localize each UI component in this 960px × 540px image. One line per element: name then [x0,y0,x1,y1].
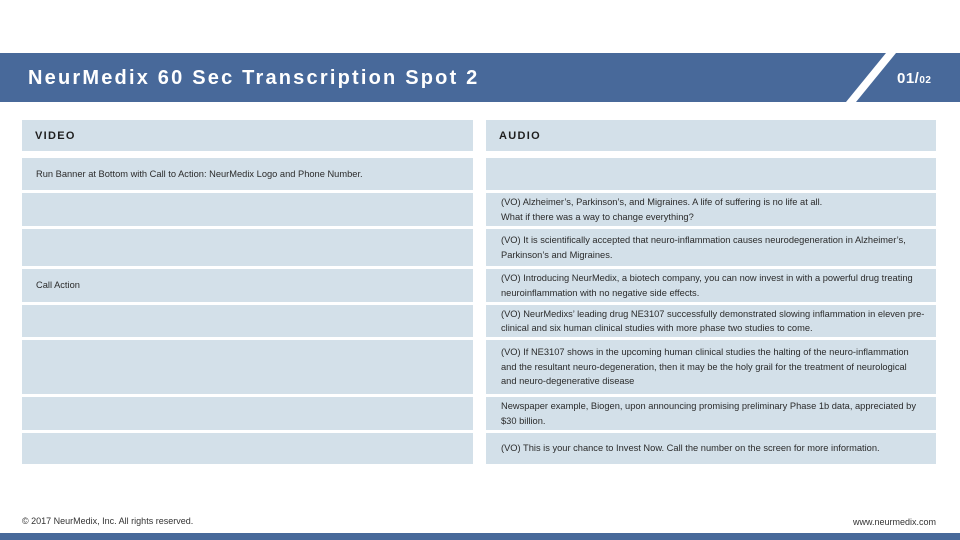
video-cell: Call Action [22,269,473,302]
title-banner [0,53,960,102]
video-cell: Run Banner at Bottom with Call to Action: NeurMedix Logo and Phone Number. [22,158,473,190]
audio-column-header: AUDIO [486,120,936,151]
video-cell [22,340,473,394]
video-cell [22,433,473,464]
audio-cell: Newspaper example, Biogen, upon announcing promising preliminary Phase 1b data, appreciated by $30 billion. [486,397,936,430]
audio-cell: (VO) NeurMedixs’ leading drug NE3107 successfully demonstrated slowing inflammation in eleven pre-clinical and six human clinical studies with more phase two studies to come. [486,305,936,337]
page-number [897,70,931,88]
banner-slash-decoration [846,53,896,102]
audio-cell: (VO) Alzheimer’s, Parkinson’s, and Migraines. A life of suffering is no life at all. What if there was a way to change everything? [486,193,936,226]
video-cell [22,229,473,266]
page-current: 01/ [897,70,920,87]
video-column-header: VIDEO [22,120,473,151]
copyright-text: © 2017 NeurMedix, Inc. All rights reserved. [22,516,194,526]
audio-cell: (VO) It is scientifically accepted that neuro-inflammation causes neurodegeneration in Alzheimer’s, Parkinson’s and Migraines. [486,229,936,266]
audio-cell [486,158,936,190]
page-total: 02 [919,75,932,86]
audio-cell: (VO) If NE3107 shows in the upcoming human clinical studies the halting of the neuro-inflammation and the resultant neuro-degeneration, then it may be the holy grail for the treatment of neurological and neuro-degenerative disease [486,340,936,394]
audio-cell: (VO) Introducing NeurMedix, a biotech company, you can now invest in with a powerful drug treating neuroinflammation with no negative side effects. [486,269,936,302]
bottom-bar [0,533,960,540]
slide-title: NeurMedix 60 Sec Transcription Spot 2 [28,67,480,89]
website-link[interactable]: www.neurmedix.com [852,517,936,527]
video-cell [22,305,473,337]
audio-cell: (VO) This is your chance to Invest Now. Call the number on the screen for more information. [486,433,936,464]
video-cell [22,397,473,430]
video-cell [22,193,473,226]
